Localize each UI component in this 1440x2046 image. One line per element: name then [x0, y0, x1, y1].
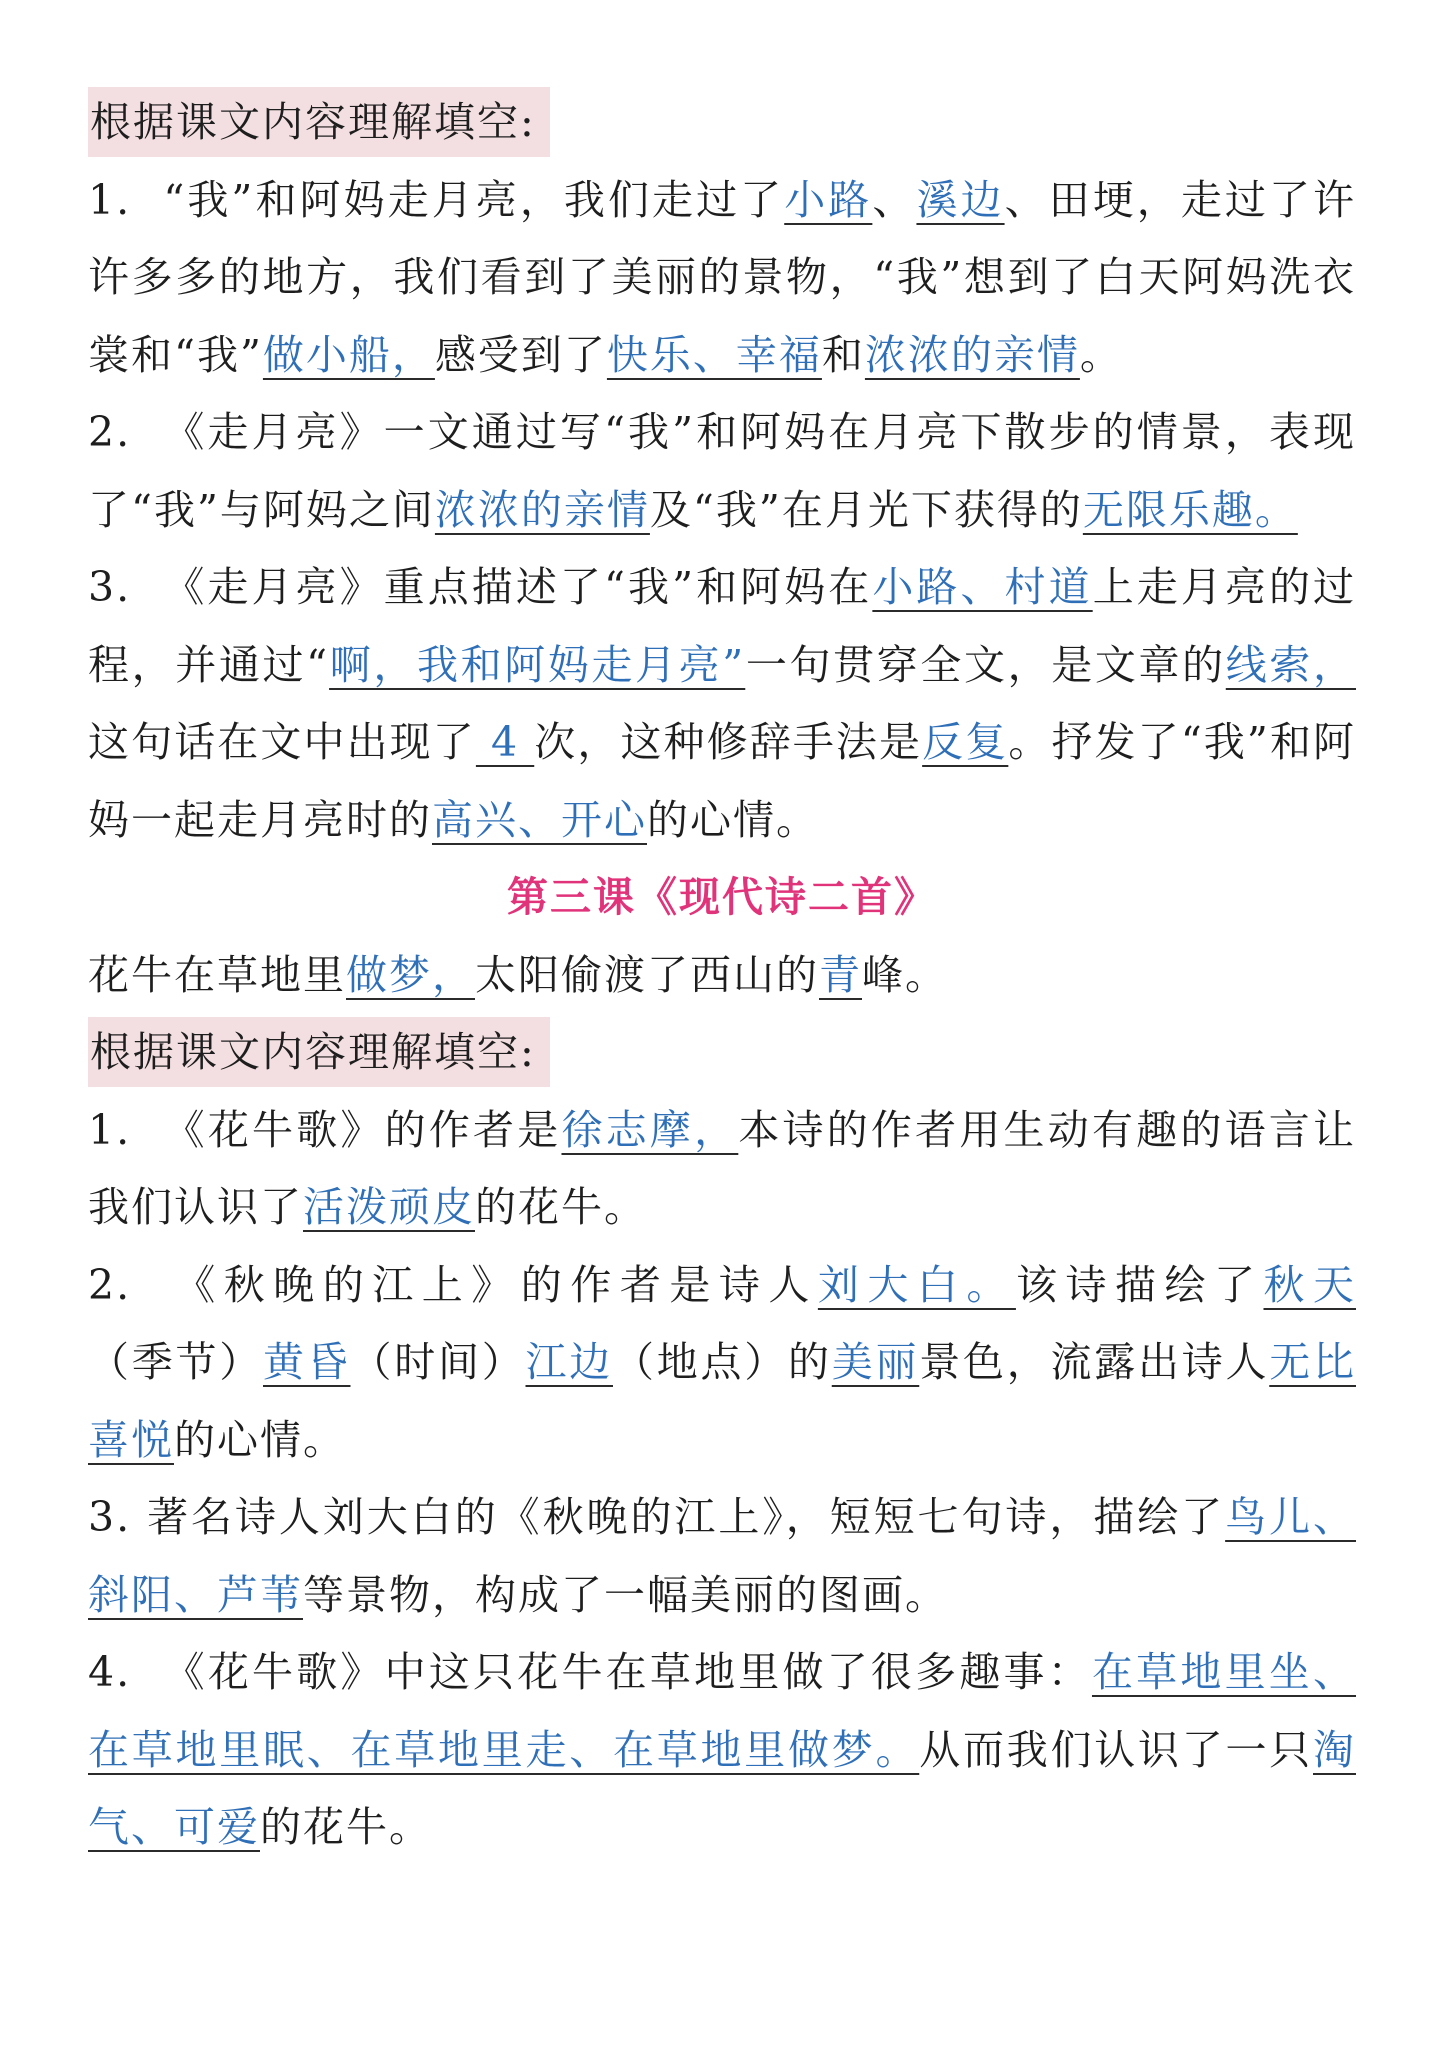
question-number: 2. [88, 1260, 132, 1309]
answer-blank: 淘气、可爱 [88, 1725, 1356, 1851]
question-text: 《花牛歌》中这只花牛在草地里做了很多趣事： [163, 1648, 1092, 1696]
answer-blank: 江边 [525, 1338, 613, 1386]
question-text: 该诗描绘了 [1015, 1260, 1264, 1309]
question-text: 、 [872, 175, 917, 224]
question-3 [88, 1479, 1356, 1634]
answer-blank: 在草地里坐、在草地里眠、在草地里走、在草地里做梦。 [88, 1648, 1357, 1774]
answer-blank: 小路 [784, 175, 873, 224]
answer-blank: 快乐、幸福 [606, 330, 822, 379]
question-3 [88, 549, 1356, 859]
question-text: “我”和阿妈走月亮，我们走过了 [163, 175, 785, 224]
question-text: 。 [1079, 330, 1123, 379]
question-1 [88, 1092, 1356, 1247]
question-text: 《花牛歌》的作者是 [163, 1105, 562, 1154]
question-text: 及“我”在月光下获得的 [649, 485, 1083, 534]
question-text: 景色，流露出诗人 [919, 1338, 1270, 1386]
worksheet-body [88, 84, 1356, 1867]
question-text: 的心情。 [647, 795, 819, 844]
answer-blank: 浓浓的亲情 [864, 330, 1080, 379]
question-text: 上走月亮的过程，并通过“ [88, 563, 1357, 689]
question-1 [88, 162, 1356, 395]
question-text: 和 [821, 330, 865, 379]
question-text: （时间） [350, 1338, 526, 1386]
lesson-title: 第三课《现代诗二首》 [507, 873, 937, 921]
answer-blank: 反复 [922, 718, 1009, 766]
question-text: 《走月亮》重点描述了“我”和阿妈在 [163, 563, 873, 611]
answer-blank: 秋天 [1263, 1260, 1357, 1309]
question-text: 著名诗人刘大白的《秋晚的江上》，短短七句诗，描绘了 [147, 1493, 1226, 1541]
answer-blank: 黄昏 [263, 1338, 351, 1386]
answer-blank: 活泼顽皮 [303, 1183, 475, 1231]
answer-blank: 浓浓的亲情 [434, 485, 650, 534]
answer-blank: 鸟儿、斜阳、芦苇 [88, 1493, 1357, 1619]
question-text: 、田埂，走过了许许多多的地方，我们看到了美丽的景物，“我”想到了白天阿妈洗衣裳和“我” [88, 175, 1357, 379]
poem-text: 花牛在草地里 [88, 950, 346, 999]
answer-blank: 溪边 [916, 175, 1005, 224]
answer-blank: 美丽 [831, 1338, 920, 1386]
section-header: 根据课文内容理解填空: [88, 87, 550, 157]
question-text: 从而我们认识了一只 [919, 1725, 1313, 1774]
answer-blank: 做梦， [346, 950, 475, 999]
question-text: 的花牛。 [260, 1803, 432, 1851]
answer-blank: 啊，我和阿妈走月亮” [329, 640, 746, 689]
question-text: 次，这种修辞手法是 [534, 718, 923, 766]
answer-blank: 无比喜悦 [88, 1338, 1356, 1464]
question-text: 《秋晚的江上》的作者是诗人 [174, 1260, 818, 1309]
poem-text: 太阳偷渡了西山的 [475, 950, 819, 999]
answer-blank: 徐志摩， [561, 1105, 739, 1154]
question-number: 3. [88, 1493, 132, 1541]
question-text: （季节） [88, 1338, 263, 1386]
poem-line [88, 937, 1356, 1015]
question-text: 这句话在文中出现了 [88, 718, 476, 766]
question-text: 本诗的作者用生动有趣的语言让我们认识了 [88, 1105, 1357, 1231]
question-2 [88, 394, 1356, 549]
question-number: 2. [88, 408, 132, 456]
answer-blank: 无限乐趣。 [1082, 485, 1298, 534]
question-text: 《走月亮》一文通过写“我”和阿妈在月亮下散步的情景，表现了“我”与阿妈之间 [88, 408, 1356, 534]
answer-blank: 高兴、开心 [432, 795, 647, 844]
answer-blank: 4 [475, 718, 535, 766]
answer-blank: 小路、村道 [872, 563, 1093, 611]
question-number: 1. [88, 1105, 132, 1154]
question-number: 4. [88, 1648, 132, 1696]
section-header: 根据课文内容理解填空: [88, 1017, 550, 1087]
question-text: 一句贯穿全文，是文章的 [745, 640, 1226, 689]
question-number: 1. [88, 175, 132, 224]
question-text: 的花牛。 [475, 1183, 647, 1231]
question-2 [88, 1247, 1356, 1480]
answer-blank: 青 [819, 950, 862, 999]
question-text: 的心情。 [174, 1415, 346, 1464]
question-number: 3. [88, 563, 132, 611]
answer-blank: 刘大白。 [817, 1260, 1016, 1309]
poem-text: 峰。 [862, 950, 948, 999]
question-text: 。抒发了“我”和阿妈一起走月亮时的 [88, 718, 1357, 844]
answer-blank: 做小船， [262, 330, 435, 379]
answer-blank: 线索， [1225, 640, 1357, 689]
question-text: 感受到了 [434, 330, 607, 379]
question-4 [88, 1634, 1356, 1867]
question-text: （地点）的 [613, 1338, 832, 1386]
question-text: 等景物，构成了一幅美丽的图画。 [303, 1570, 948, 1619]
